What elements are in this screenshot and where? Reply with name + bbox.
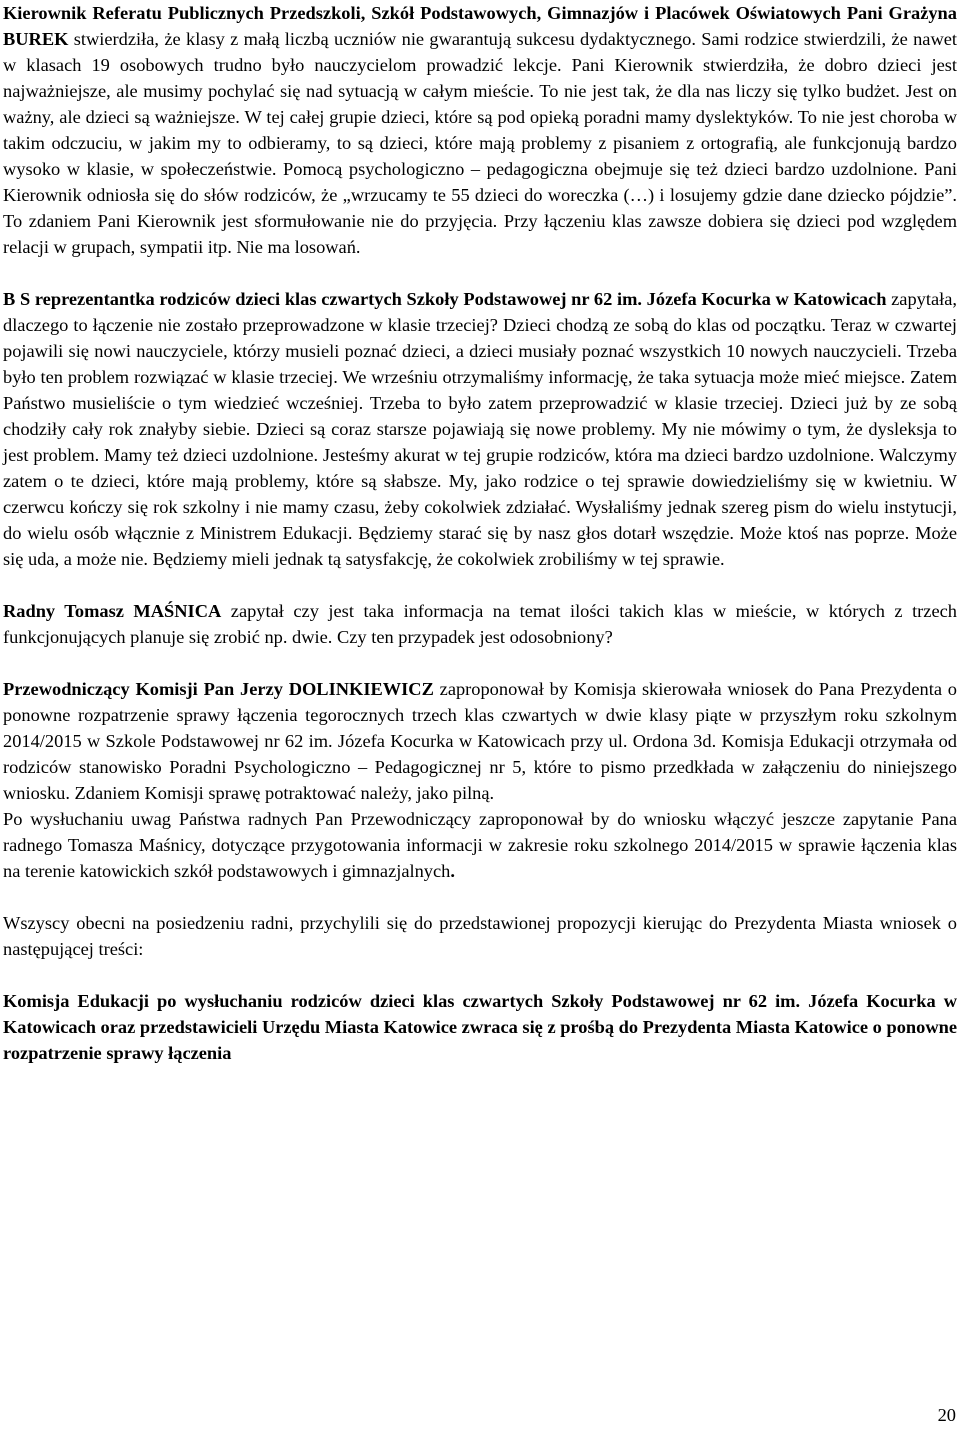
paragraph-text: Komisja Edukacji po wysłuchaniu rodziców dzieci klas czwartych Szkoły Podstawowej nr 62 im. Józefa Kocurka w Katowicach oraz przedstawicieli Urzędu Miasta Katowice zwraca się z prośbą do Prezydenta Miasta Katowice o ponowne rozpatrzenie sprawy łączenia [3,991,957,1063]
paragraph-text: zaproponował by Komisja skierowała wniosek do Pana Prezydenta o ponowne rozpatrzenie sprawy łączenia tegorocznych trzech klas czwartych w dwie klasy piąte w przyszłym roku szkolnym 2014/2015 w Szkole Podstawowej nr 62 im. Józefa Kocurka w Katowicach przy ul. Ordona 3d. Komisja Edukacji otrzymała od rodziców stanowisko Poradni Psychologiczno – Pedagogicznej nr 5, które to pismo przedkłada w załączeniu do niniejszego wniosku. Zdaniem Komisji sprawę potraktować należy, jako pilną. [3,679,957,803]
paragraph-parent-representative [3,286,957,572]
speaker-name: B S reprezentantka rodziców dzieci klas czwartych Szkoły Podstawowej nr 62 im. Józefa Kocurka w Katowicach [3,289,887,309]
paragraph-text: stwierdziła, że klasy z małą liczbą uczniów nie gwarantują sukcesu dydaktycznego. Sami rodzice stwierdzili, że nawet w klasach 19 osobowych trudno było nauczycielom prowadzić lekcje. Pani Kierownik stwierdziła, że dobro dzieci jest najważniejsze, ale musimy pochylać się nad sytuacją w całym mieście. To nie jest tak, że dla nas liczy się tylko budżet. Jest on ważny, ale dzieci są ważniejsze. W tej całej grupie dzieci, które są pod opieką poradni mamy dyslektyków. To nie jest choroba w takim odczuciu, w jakim my to odbieramy, to są dzieci, które mają problemy z pisaniem z ortografią, ale funkcjonują bardzo wysoko w klasie, w społeczeństwie. Pomocą psychologiczno – pedagogiczna obejmuje się też dzieci bardzo uzdolnione. Pani Kierownik odniosła się do słów rodziców, że „wrzucamy te 55 dzieci do woreczka (…) i losujemy gdzie dane dziecko pójdzie”. To zdaniem Pani Kierownik jest sformułowanie nie do przyjęcia. Przy łączeniu klas zawsze dobiera się dzieci pod względem relacji w grupach, sympatii itp. Nie ma losowań. [3,29,957,257]
paragraph-councillors-agreement [3,910,957,962]
page-number: 20 [937,1405,956,1425]
paragraph-text: Po wysłuchaniu uwag Państwa radnych Pan Przewodniczący zaproponował by do wniosku włączyć jeszcze zapytanie Pana radnego Tomasza Maśnicy, dotyczące przygotowania informacji w zakresie roku szkolnego 2014/2015 w sprawie łączenia klas na terenie katowickich szkół podstawowych i gimnazjalnych [3,809,957,881]
paragraph-text: zapytał czy jest taka informacja na temat ilości takich klas w mieście, w których z trzech funkcjonujących planuje się zrobić np. dwie. Czy ten przypadek jest odosobniony? [3,601,957,647]
paragraph-text: zapytała, dlaczego to łączenie nie zostało przeprowadzone w klasie trzeciej? Dzieci chodzą ze sobą do klas od początku. Teraz w czwartej pojawili się nowi nauczyciele, którzy musieli poznać dzieci, a dzieci musiały poznać wszystkich 10 nowych nauczycieli. Trzeba było ten problem rozwiązać w klasie trzeciej. We wrześniu otrzymaliśmy informację, że taka sytuacja może mieć miejsce. Zatem Państwo musieliście o tym wiedzieć wcześniej. Trzeba to było zatem przeprowadzić w klasie trzeciej. Dzieci już by ze sobą chodziły cały rok znałyby siebie. Dzieci są coraz starsze pojawiają się nowe problemy. My nie mówimy o tym, że dysleksja to jest problem. Mamy też dzieci uzdolnione. Jesteśmy akurat w tej grupie rodziców, która ma dzieci bardzo uzdolnione. Walczymy zatem o te dzieci, które mają problemy, które są słabsze. My, jako rodzice o tej sprawie dowiedzieliśmy się w kwietniu. W czerwcu kończy się rok szkolny i nie mamy czasu, żeby cokolwiek zdziałać. Wysłaliśmy jednak szereg pism do wielu instytucji, do wielu osób włącznie z Ministrem Edukacji. Będziemy starać się by nasz głos dotarł wszędzie. Może ktoś nas poprze. Może się uda, a może nie. Będziemy mieli jednak tą satysfakcję, że cokolwiek zrobiliśmy w tej sprawie. [3,289,957,569]
speaker-name: Radny Tomasz MAŚNICA [3,601,222,621]
paragraph-burek-statement [3,0,957,260]
document-page [3,0,957,1066]
paragraph-chairman-proposal [3,676,957,806]
paragraph-chairman-addition [3,806,957,884]
speaker-name: Kierownik Referatu Publicznych Przedszkoli, Szkół Podstawowych, Gimnazjów i Placówek Oświatowych Pani Grażyna BUREK [3,3,957,49]
paragraph-commission-motion [3,988,957,1066]
speaker-name: Przewodniczący Komisji Pan Jerzy DOLINKIEWICZ [3,679,434,699]
paragraph-masnica-question [3,598,957,650]
paragraph-bold-tail: . [450,861,455,881]
paragraph-text: Wszyscy obecni na posiedzeniu radni, przychylili się do przedstawionej propozycji kierując do Prezydenta Miasta wniosek o następującej treści: [3,913,957,959]
